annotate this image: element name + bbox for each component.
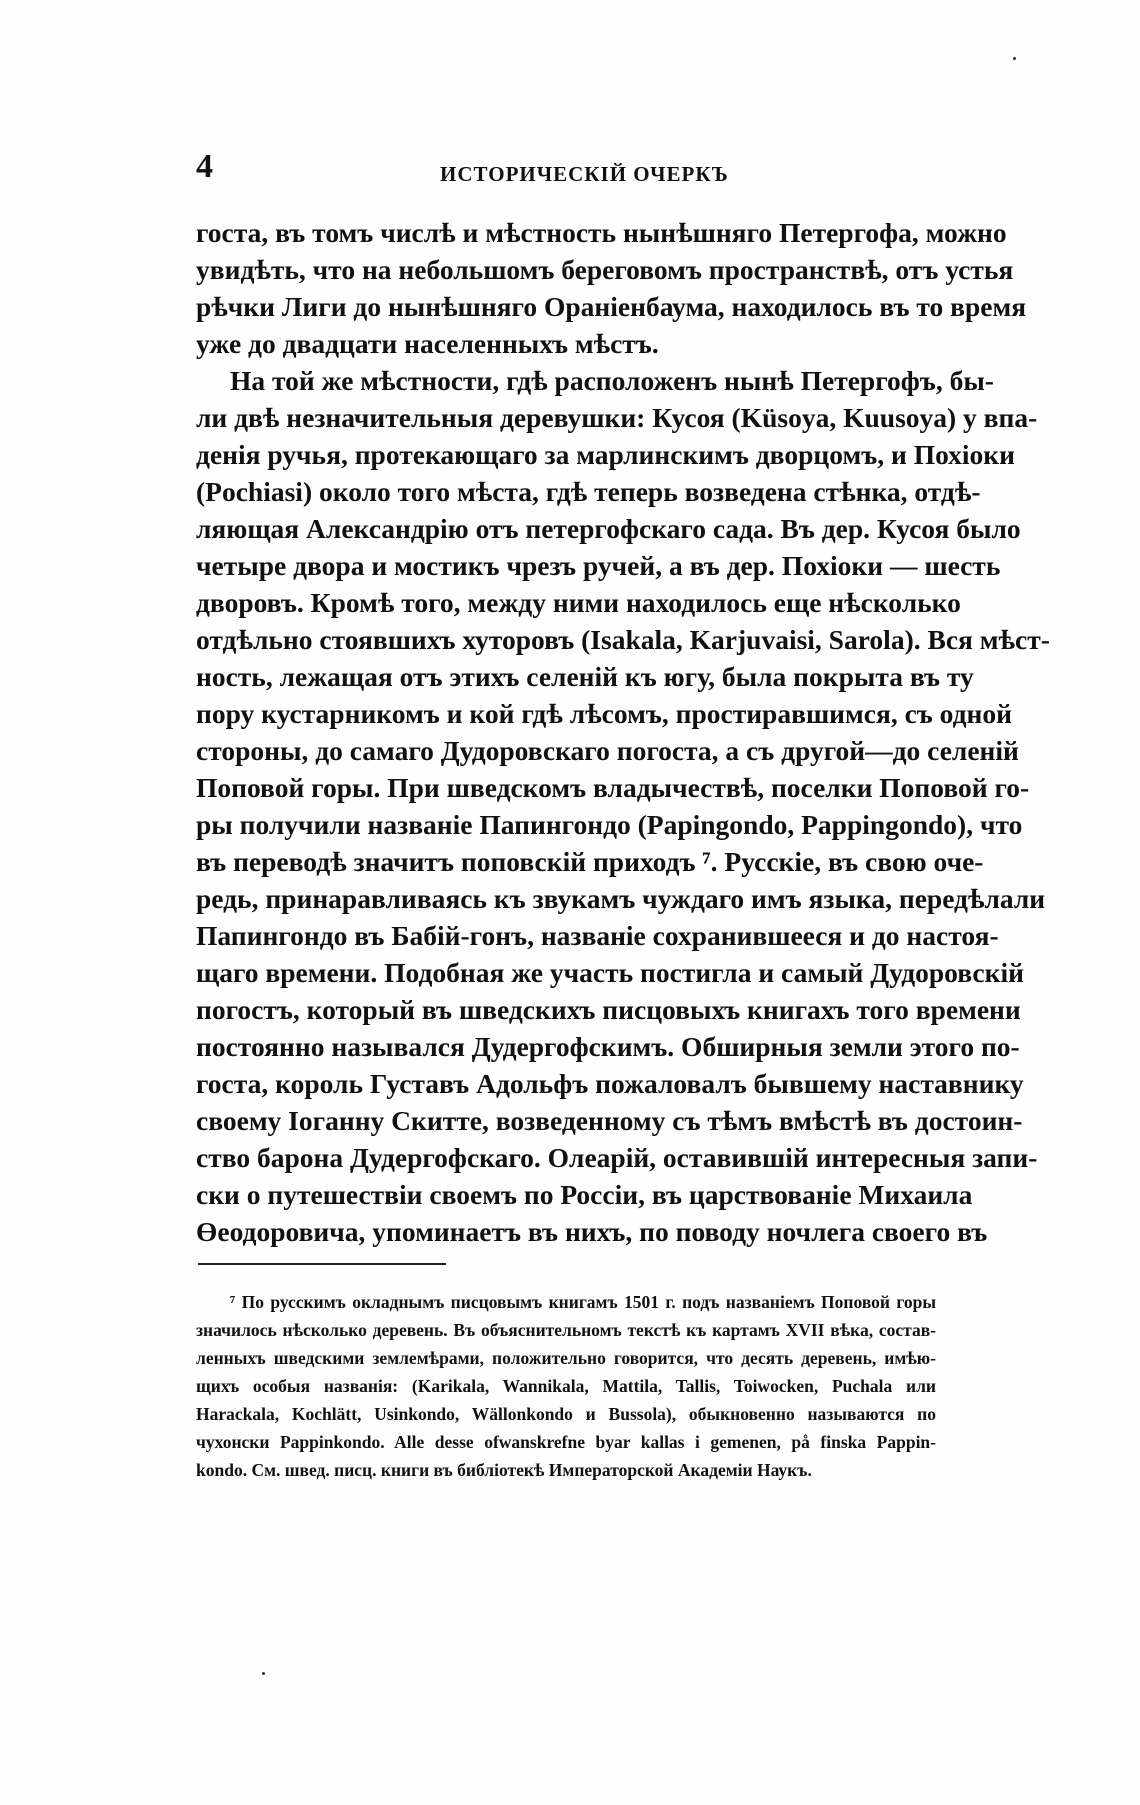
footnote-line: kondo. См. швед. писц. книги въ библіотекѣ Императорской Академіи Наукъ. <box>196 1460 812 1480</box>
text-line: Өеодоровича, упоминаетъ въ нихъ, по поводу ночлега своего въ <box>196 1216 988 1247</box>
text-line: редь, принаравливаясь къ звукамъ чуждаго имъ языка, передѣлали <box>196 883 1046 914</box>
footnote <box>196 1288 936 1484</box>
text-line: ность, лежащая отъ этихъ селеній къ югу, была покрыта въ ту <box>196 661 974 692</box>
text-line: отдѣльно стоявшихъ хуторовъ (Isakala, Karjuvaisi, Sarola). Вся мѣст- <box>196 624 1050 655</box>
footnote-line: чухонски Pappinkondo. Alle desse ofwanskrefne byar kallas i gemenen, på finska Pappin- <box>196 1432 936 1452</box>
text-line: денія ручья, протекающаго за марлинскимъ дворцомъ, и Похіоки <box>196 439 1015 470</box>
text-line: Папингондо въ Бабій-гонъ, названіе сохранившееся и до настоя- <box>196 920 999 951</box>
text-line: въ переводѣ значитъ поповскій приходъ ⁷. Русскіе, въ свою оче- <box>196 846 984 877</box>
text-line: ры получили названіе Папингондо (Papingondo, Pappingondo), что <box>196 809 1023 840</box>
text-line: госта, въ томъ числѣ и мѣстность нынѣшняго Петергофа, можно <box>196 217 1007 248</box>
text-line: дворовъ. Кромѣ того, между ними находилось еще нѣсколько <box>196 587 961 618</box>
text-line: постоянно назывался Дудергофскимъ. Обширныя земли этого по- <box>196 1031 1020 1062</box>
text-line: ли двѣ незначительныя деревушки: Кусоя (Küsoya, Kuusoya) у впа- <box>196 402 1038 433</box>
text-line: стороны, до самаго Дудоровскаго погоста, а съ другой—до селеній <box>196 735 1019 766</box>
text-line: пору кустарникомъ и кой гдѣ лѣсомъ, простиравшимся, съ одной <box>196 698 1012 729</box>
text-line: ляющая Александрію отъ петергофскаго сада. Въ дер. Кусоя было <box>196 513 1021 544</box>
text-line: уже до двадцати населенныхъ мѣстъ. <box>196 328 659 359</box>
text-line: (Pochiasi) около того мѣста, гдѣ теперь возведена стѣнка, отдѣ- <box>196 476 981 507</box>
text-line: ски о путешествіи своемъ по Россіи, въ царствованіе Михаила <box>196 1179 973 1210</box>
ink-speck <box>1013 57 1016 60</box>
text-line: ство барона Дудергофскаго. Олеарій, оставившій интересныя запи- <box>196 1142 1038 1173</box>
footnote-line: значилось нѣсколько деревень. Въ объяснительномъ текстѣ къ картамъ XVII вѣка, состав- <box>196 1320 936 1340</box>
text-line: четыре двора и мостикъ чрезъ ручей, а въ дер. Похіоки — шесть <box>196 550 1001 581</box>
text-line: щаго времени. Подобная же участь постигла и самый Дудоровскій <box>196 957 1024 988</box>
footnote-line: ленныхъ шведскими землемѣрами, положительно говорится, что десять деревень, имѣю- <box>196 1348 936 1368</box>
text-line: рѣчки Лиги до нынѣшняго Ораніенбаума, находилось въ то время <box>196 291 1027 322</box>
page-number: 4 <box>196 148 213 185</box>
footnote-line: Harackala, Kochlätt, Usinkondo, Wällonkondo и Bussola), обыкновенно называются по <box>196 1404 936 1424</box>
main-text <box>196 214 1050 1250</box>
text-line: своему Іоганну Скитте, возведенному съ тѣмъ вмѣстѣ въ достоин- <box>196 1105 1023 1136</box>
footnote-divider <box>198 1263 446 1265</box>
text-line: увидѣть, что на небольшомъ береговомъ пространствѣ, отъ устья <box>196 254 1014 285</box>
text-line: На той же мѣстности, гдѣ расположенъ нынѣ Петергофъ, бы- <box>230 365 994 396</box>
footnote-line: щихъ особыя названія: (Karikala, Wannikala, Mattila, Tallis, Toiwocken, Puchala или <box>196 1376 936 1396</box>
footnote-line: ⁷ По русскимъ окладнымъ писцовымъ книгамъ 1501 г. подъ названіемъ Поповой горы <box>230 1292 936 1312</box>
text-line: госта, король Густавъ Адольфъ пожаловалъ бывшему наставнику <box>196 1068 1024 1099</box>
text-line: Поповой горы. При шведскомъ владычествѣ, поселки Поповой го- <box>196 772 1030 803</box>
ink-speck <box>262 1672 265 1675</box>
text-line: погостъ, который въ шведскихъ писцовыхъ книгахъ того времени <box>196 994 1021 1025</box>
running-title: ИСТОРИЧЕСКІЙ ОЧЕРКЪ <box>440 162 729 186</box>
